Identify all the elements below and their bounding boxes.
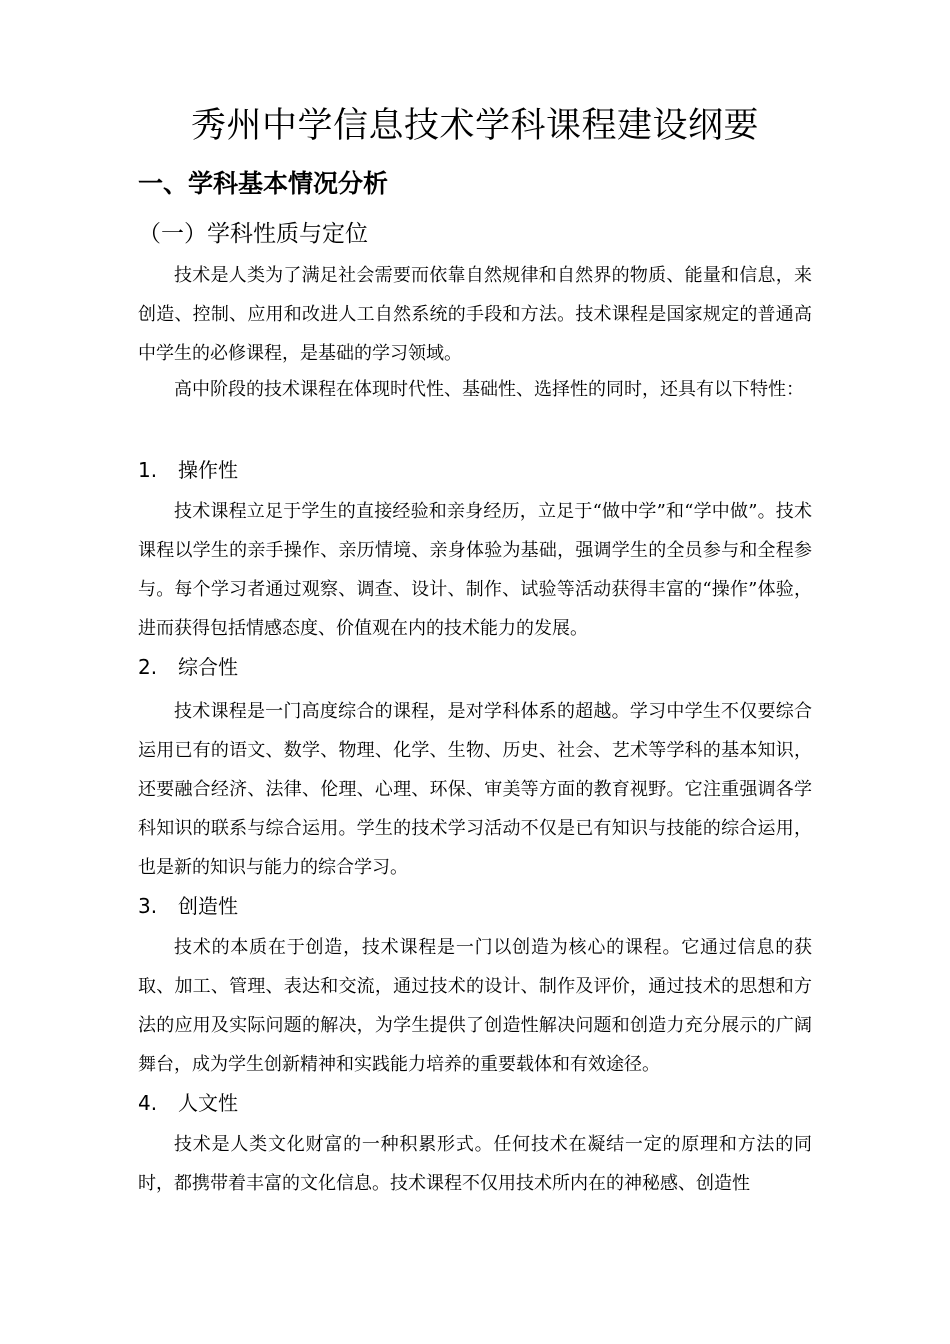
item-heading-comprehensiveness: [138, 652, 238, 682]
item-paragraph-creativity: 技术的本质在于创造，技术课程是一门以创造为核心的课程。它通过信息的获取、加工、管理、表达和交流，通过技术的设计、制作及评价，通过技术的思想和方法的应用及实际问题的解决，为学生提供了创造性解决问题和创造力充分展示的广阔舞台，成为学生创新精神和实践能力培养的重要载体和有效途径。: [138, 937, 812, 1075]
subsection-heading: （一）学科性质与定位: [138, 221, 368, 247]
item-number: 4.: [138, 1091, 158, 1115]
item-paragraph-comprehensiveness: 技术课程是一门高度综合的课程，是对学科体系的超越。学习中学生不仅要综合运用已有的语文、数学、物理、化学、生物、历史、社会、艺术等学科的基本知识，还要融合经济、法律、伦理、心理、环保、审美等方面的教育视野。它注重强调各学科知识的联系与综合运用。学生的技术学习活动不仅是已有知识与技能的综合运用，也是新的知识与能力的综合学习。: [138, 701, 812, 878]
section-heading: 一、学科基本情况分析: [138, 169, 389, 198]
item-paragraph-operability: 技术课程立足于学生的直接经验和亲身经历，立足于“做中学”和“学中做”。技术课程以学生的亲手操作、亲历情境、亲身体验为基础，强调学生的全员参与和全程参与。每个学习者通过观察、调查、设计、制作、试验等活动获得丰富的“操作”体验，进而获得包括情感态度、价值观在内的技术能力的发展。: [138, 501, 812, 639]
item-heading-humanism: [138, 1088, 238, 1118]
item-title: 操作性: [178, 458, 238, 482]
item-number: 2.: [138, 655, 158, 679]
item-title: 创造性: [178, 894, 238, 918]
document-title: 秀州中学信息技术学科课程建设纲要: [190, 106, 759, 146]
intro-paragraph: 技术是人类为了满足社会需要而依靠自然规律和自然界的物质、能量和信息，来创造、控制、应用和改进人工自然系统的手段和方法。技术课程是国家规定的普通高中学生的必修课程，是基础的学习领域。: [138, 265, 812, 364]
item-heading-operability: [138, 455, 238, 485]
item-number: 1.: [138, 458, 158, 482]
traits-intro-paragraph: 高中阶段的技术课程在体现时代性、基础性、选择性的同时，还具有以下特性：: [174, 379, 804, 400]
item-paragraph-humanism: 技术是人类文化财富的一种积累形式。任何技术在凝结一定的原理和方法的同时，都携带着丰富的文化信息。技术课程不仅用技术所内在的神秘感、创造性: [138, 1134, 812, 1194]
item-title: 人文性: [178, 1091, 238, 1115]
item-heading-creativity: [138, 891, 238, 921]
item-number: 3.: [138, 894, 158, 918]
item-title: 综合性: [178, 655, 238, 679]
